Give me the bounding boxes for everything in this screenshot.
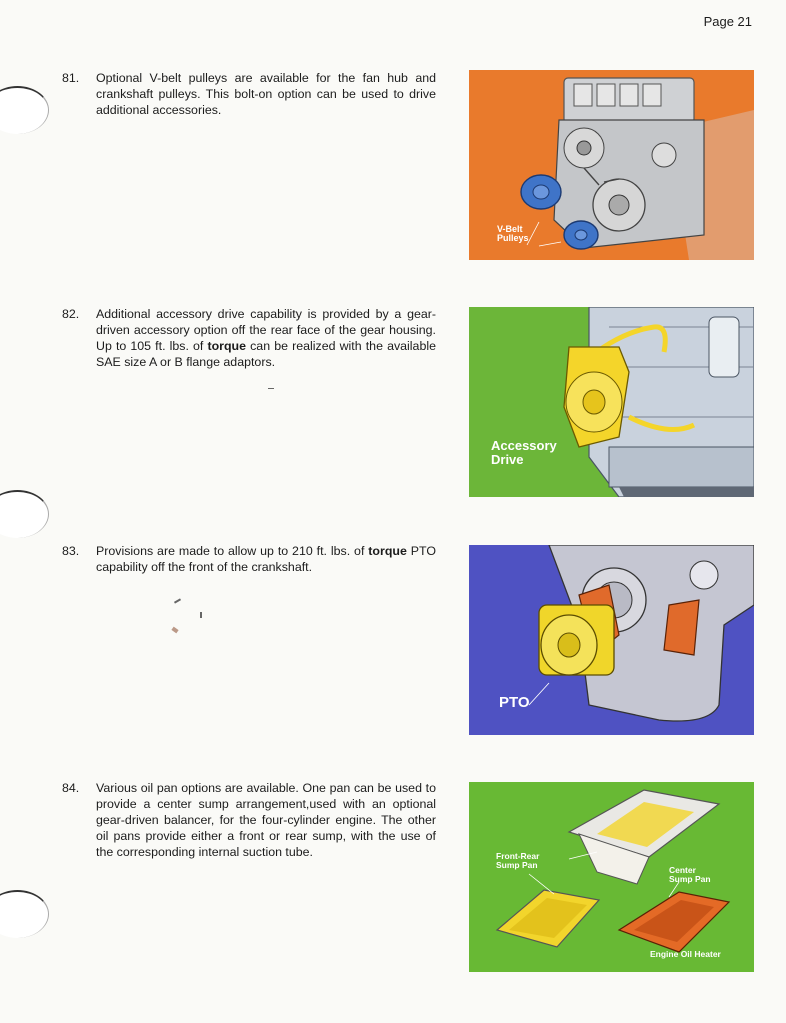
label-line: Sump Pan: [669, 873, 711, 884]
figure-label: [496, 852, 539, 870]
text-run: Optional V-belt pulleys are available for the fan hub and crankshaft pulleys. This bolt-on option can be used to drive additional accessories.: [96, 71, 436, 117]
label-line: Center: [669, 865, 696, 875]
scan-speck: [200, 612, 202, 618]
item-83: [62, 543, 436, 575]
figure-accessory-drive: [469, 307, 754, 497]
text-run: Various oil pan options are available. One pan can be used to provide a center sump arrangement,used with an optional gear-driven balancer, for the four-cylinder engine. The other oil pans provide either a front or rear sump, with the use of the corresponding internal suction tube.: [96, 781, 436, 859]
accessory-drive-illustration-icon: [469, 307, 754, 497]
text-run: can be realized with the available SAE size A or B flange adaptors.: [96, 339, 436, 369]
item-81: [62, 70, 436, 118]
figure-pto: [469, 545, 754, 735]
figure-label: [491, 439, 557, 466]
figure-label: [669, 866, 711, 884]
item-text: [96, 780, 436, 860]
item-text: [96, 543, 436, 575]
binder-hole-icon: [0, 890, 49, 938]
item-82: [62, 306, 436, 370]
text-run: Additional accessory drive capability is provided by a gear-driven accessory option off the rear face of the gear housing. Up to 105 ft. lbs. of: [96, 307, 436, 353]
oil-pans-illustration-icon: [469, 782, 754, 972]
item-number: 81.: [62, 71, 80, 85]
item-84: [62, 780, 436, 860]
label-line: Sump Pan: [496, 859, 538, 870]
page-number: Page 21: [703, 14, 752, 29]
item-text: [96, 70, 436, 118]
item-number: 83.: [62, 544, 80, 558]
figure-v-belt-pulleys: [469, 70, 754, 260]
text-run-bold: torque: [207, 339, 246, 353]
figure-label: [650, 950, 721, 959]
figure-label: [497, 225, 529, 244]
scan-speck: [268, 388, 274, 389]
text-run-bold: torque: [368, 544, 407, 558]
binder-hole-icon: [0, 490, 49, 538]
label-line: Pulleys: [497, 233, 529, 244]
label-line: PTO: [499, 694, 530, 711]
item-number: 82.: [62, 307, 80, 321]
label-line: Drive: [491, 451, 524, 467]
item-number: 84.: [62, 781, 80, 795]
label-line: Front-Rear: [496, 851, 540, 861]
figure-label: [499, 695, 530, 711]
label-line: Engine Oil Heater: [650, 949, 721, 959]
scan-speck: [174, 598, 181, 603]
figure-oil-pans: [469, 782, 754, 972]
scan-speck: [171, 627, 178, 634]
label-line: Accessory: [491, 438, 557, 453]
text-run: PTO capability off the front of the crankshaft.: [96, 544, 436, 574]
binder-hole-icon: [0, 86, 49, 134]
item-text: [96, 306, 436, 370]
label-line: V-Belt: [497, 224, 523, 234]
text-run: Provisions are made to allow up to 210 ft. lbs. of: [96, 544, 369, 558]
